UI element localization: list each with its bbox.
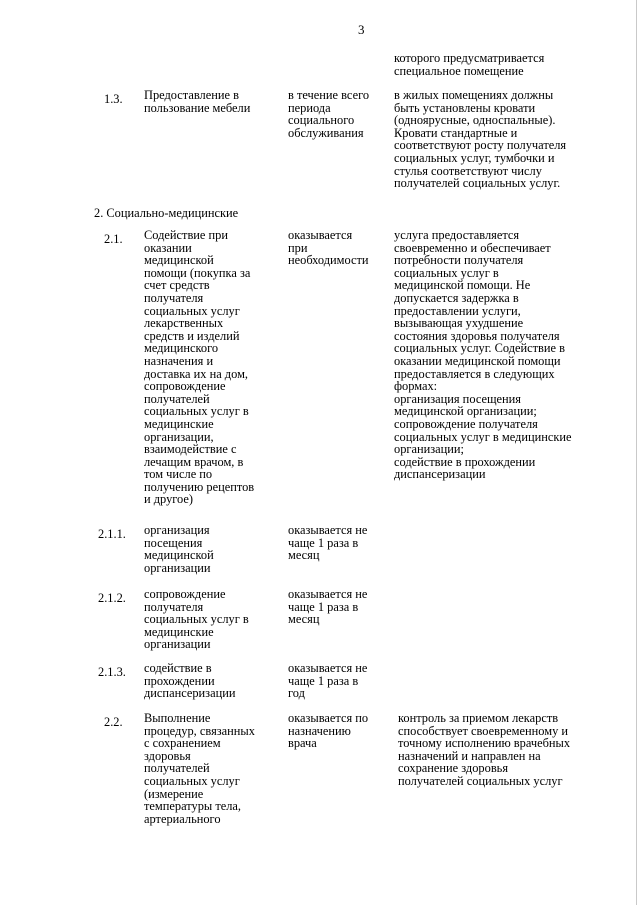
page-number: 3 — [358, 22, 365, 37]
row-2-1-2-service-name: сопровождение получателя социальных услуг в медицинские организации — [144, 587, 249, 652]
row-2-2-number: 2.2. — [104, 715, 123, 729]
row-2-1-1-term: оказывается не чаще 1 раза в месяц — [288, 523, 368, 563]
row-2-1-3-term: оказывается не чаще 1 раза в год — [288, 661, 368, 701]
row-2-2-term: оказывается по назначению врача — [288, 711, 369, 751]
row-1-3-standard: в жилых помещениях должны быть установлены кровати (одноярусные, односпальные). Кровати стандартные и соответствуют росту получателя социальных услуг, тумбочки и стулья соответствуют числу получателей социальных услуг. — [394, 88, 567, 191]
row-2-1-1-number: 2.1.1. — [98, 527, 126, 541]
row-continuation-standard: которого предусматривается специальное помещение — [394, 51, 545, 78]
row-2-2-service-name: Выполнение процедур, связанных с сохранением здоровья получателей социальных услуг (измерение температуры тела, артериального — [144, 711, 255, 826]
row-1-3-term: в течение всего периода социального обслуживания — [288, 88, 370, 140]
section-title: 2. Социально-медицинские — [94, 206, 239, 220]
row-2-1-number: 2.1. — [104, 232, 123, 246]
page-edge — [636, 0, 637, 905]
row-1-3-number: 1.3. — [104, 92, 123, 106]
row-2-1-3-service-name: содействие в прохождении диспансеризации — [144, 661, 236, 701]
row-2-1-2-term: оказывается не чаще 1 раза в месяц — [288, 587, 368, 627]
row-1-3-service-name: Предоставление в пользование мебели — [144, 88, 251, 115]
row-2-2-standard: контроль за приемом лекарств способствует своевременному и точному исполнению врачебных назначений и направлен на сохранение здоровья получателей социальных услуг — [398, 711, 571, 788]
row-2-1-service-name: Содействие при оказании медицинской помощи (покупка за счет средств получателя социальных услуг лекарственных средств и изделий медицинского назначения и доставка их на дом, сопровождение получателей социальных услуг в медицинские организации, взаимодействие с лечащим врачом, в том числе по получению рецептов и другое) — [144, 228, 255, 507]
row-2-1-term: оказывается при необходимости — [288, 228, 369, 268]
row-2-1-1-service-name: организация посещения медицинской организации — [144, 523, 214, 575]
row-2-1-standard: услуга предоставляется своевременно и обеспечивает потребности получателя социальных услуг в медицинской помощи. Не допускается задержка в предоставлении услуги, вызывающая ухудшение состояния здоровья получателя социальных услуг. Содействие в оказании медицинской помощи предоставляется в следующих формах: организация посещения медицинской организации; сопровождение получателя социальных услуг в медицинские организации; содействие в прохождении диспансеризации — [394, 228, 572, 482]
row-2-1-3-number: 2.1.3. — [98, 665, 126, 679]
row-2-1-2-number: 2.1.2. — [98, 591, 126, 605]
